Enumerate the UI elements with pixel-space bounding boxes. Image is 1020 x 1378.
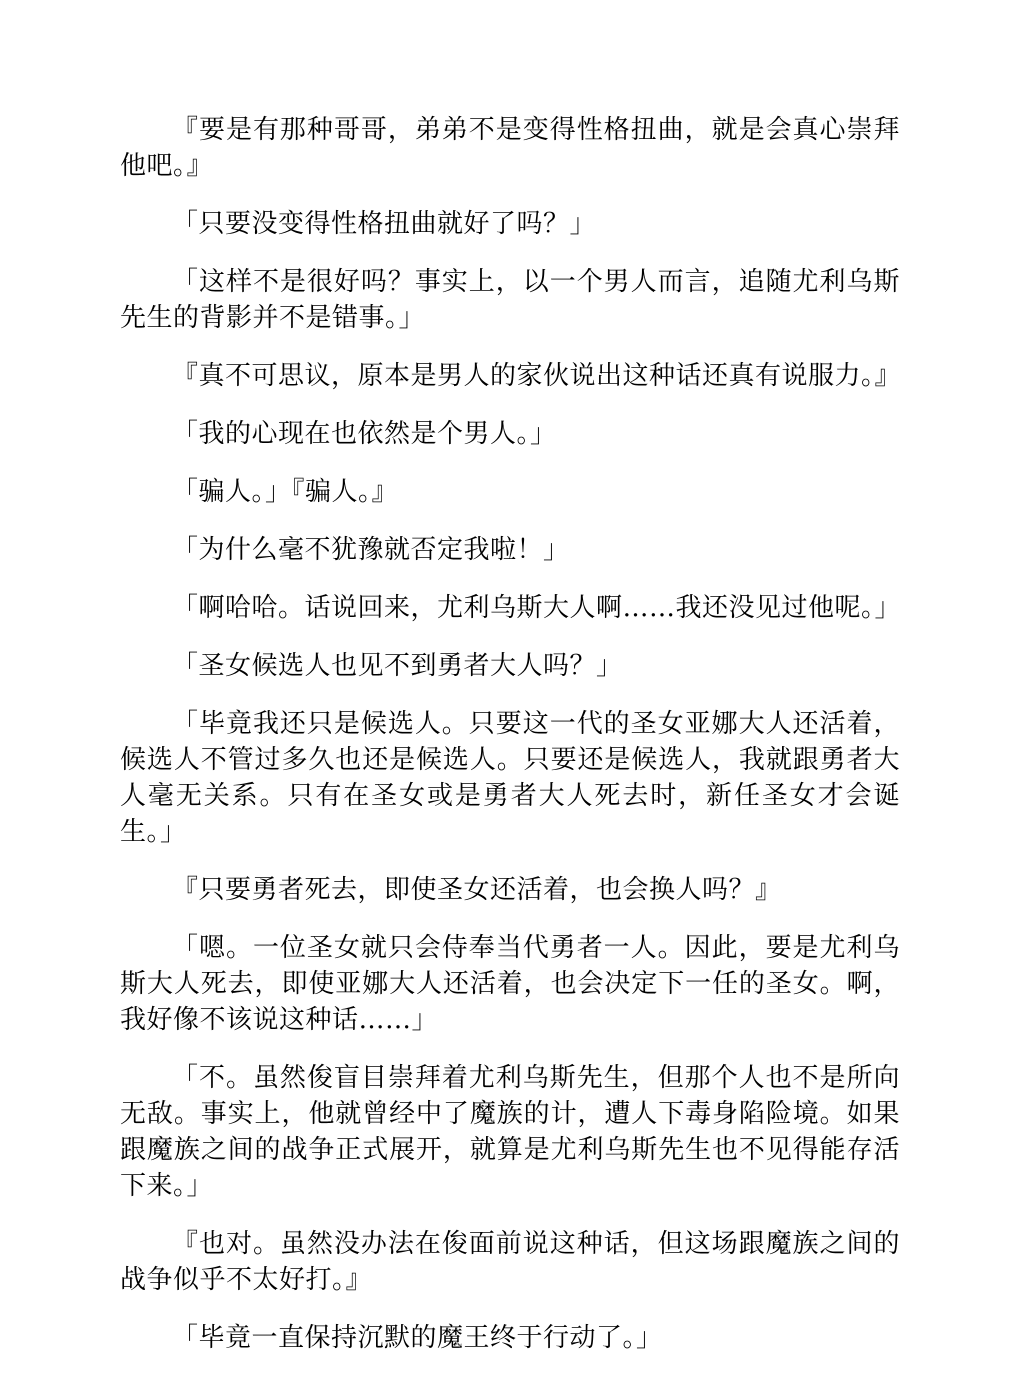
- paragraph: 「毕竟一直保持沉默的魔王终于行动了。」: [172, 1323, 663, 1353]
- paragraph: 「骗人。」『骗人。』: [172, 477, 399, 507]
- paragraph: 「我的心现在也依然是个男人。」: [172, 419, 557, 449]
- paragraph: 「为什么毫不犹豫就否定我啦！」: [172, 535, 570, 565]
- paragraph: 「毕竟我还只是候选人。只要这一代的圣女亚娜大人还活着，候选人不管过多久也还是候选人。只要还是候选人，我就跟勇者大人毫无关系。只有在圣女或是勇者大人死去时，新任圣女才会诞生。」: [120, 709, 900, 847]
- paragraph: 『只要勇者死去，即使圣女还活着，也会换人吗？』: [172, 875, 782, 905]
- paragraph: 「嗯。一位圣女就只会侍奉当代勇者一人。因此，要是尤利乌斯大人死去，即使亚娜大人还活着，也会决定下一任的圣女。啊，我好像不该说这种话……」: [120, 933, 900, 1035]
- paragraph: 『也对。虽然没办法在俊面前说这种话，但这场跟魔族之间的战争似乎不太好打。』: [120, 1229, 900, 1295]
- paragraph: 「啊哈哈。话说回来，尤利乌斯大人啊……我还没见过他呢。」: [172, 593, 902, 623]
- paragraph: 「只要没变得性格扭曲就好了吗？」: [172, 209, 597, 239]
- paragraph: 「不。虽然俊盲目崇拜着尤利乌斯先生，但那个人也不是所向无敌。事实上，他就曾经中了魔族的计，遭人下毒身陷险境。如果跟魔族之间的战争正式展开，就算是尤利乌斯先生也不见得能存活下来。」: [120, 1063, 900, 1201]
- paragraph: 『要是有那种哥哥，弟弟不是变得性格扭曲，就是会真心崇拜他吧。』: [120, 115, 900, 181]
- paragraph: 「圣女候选人也见不到勇者大人吗？」: [172, 651, 623, 681]
- paragraph: 『真不可思议，原本是男人的家伙说出这种话还真有说服力。』: [172, 361, 902, 391]
- paragraph: 「这样不是很好吗？事实上，以一个男人而言，追随尤利乌斯先生的背影并不是错事。」: [120, 267, 900, 333]
- document-page: [120, 112, 900, 1378]
